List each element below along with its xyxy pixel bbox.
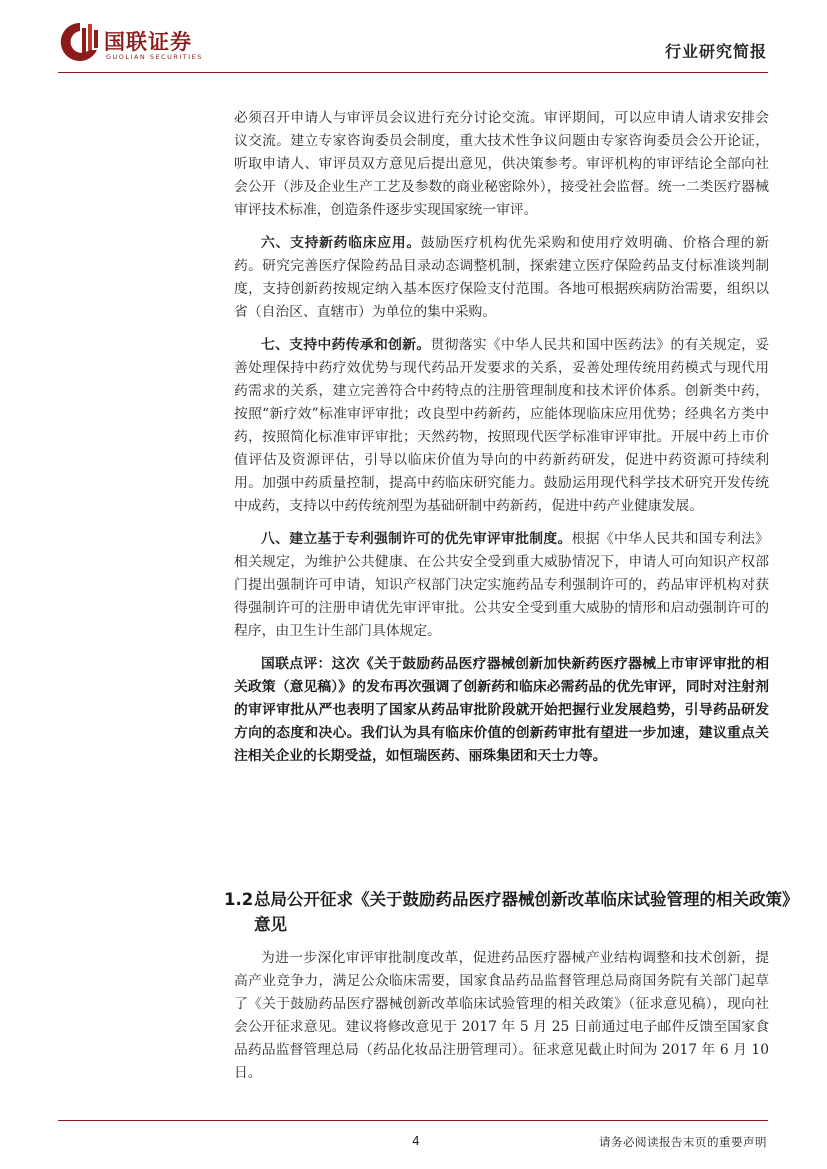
logo-english-name: GUOLIAN SECURITIES xyxy=(106,53,203,61)
section-body xyxy=(234,947,769,1085)
body-text xyxy=(234,107,769,768)
analyst-comment: 国联点评：这次《关于鼓励药品医疗器械创新加快新药医疗器械上市审评审批的相关政策（意见稿）》的发布再次强调了创新药和临床必需药品的优先审评，同时对注射剂的审评审批从严也表明了国家从药品审批阶段就开始把握行业发展趋势，引导药品研发方向的态度和决心。我们认为具有临床价值的创新药审批有望进一步加速，建议重点关注相关企业的长期受益，如恒瑞医药、丽珠集团和天士力等。 xyxy=(234,656,769,764)
section-number: 1.2 xyxy=(224,890,254,909)
section-heading xyxy=(224,887,799,937)
report-type-label: 行业研究简报 xyxy=(664,42,767,61)
paragraph-heading: 八、建立基于专利强制许可的优先审评审批制度。 xyxy=(261,531,572,547)
paragraph-tcm xyxy=(234,334,769,518)
footer-disclaimer: 请务必阅读报告末页的重要声明 xyxy=(599,1135,767,1149)
paragraph-clinical-use xyxy=(234,232,769,324)
paragraph-heading: 七、支持中药传承和创新。 xyxy=(261,337,431,353)
paragraph-consultation: 为进一步深化审评审批制度改革，促进药品医疗器械产业结构调整和技术创新，提高产业竞争力，满足公众临床需要，国家食品药品监督管理总局商国务院有关部门起草了《关于鼓励药品医疗器械创新改革临床试验管理的相关政策》（征求意见稿），现向社会公开征求意见。建议将修改意见于 2017 年 5 月 25 日前通过电子邮件反馈至国家食品药品监督管理总局（药品化妆品注册管理司）。征求意见截止时间为 2017 年 6 月 10 日。 xyxy=(234,950,769,1081)
paragraph-heading: 六、支持新药临床应用。 xyxy=(261,235,421,251)
paragraph-text: 贯彻落实《中华人民共和国中医药法》的有关规定，妥善处理保持中药疗效优势与现代药品开发要求的关系，妥善处理传统用药模式与现代用药需求的关系，建立完善符合中药特点的注册管理制度和技术评价体系。创新类中药，按照“新疗效”标准审评审批；改良型中药新药，应能体现临床应用优势；经典名方类中药，按照简化标准审评审批；天然药物，按照现代医学标准审评审批。开展中药上市价值评估及资源评估，引导以临床价值为导向的中药新药研发，促进中药资源可持续利用。加强中药质量控制，提高中药临床研究能力。鼓励运用现代科学技术研究开发传统中成药，支持以中药传统剂型为基础研制中药新药，促进中药产业健康发展。 xyxy=(234,337,770,514)
guolian-logo-icon xyxy=(60,20,100,64)
paragraph-text: 根据《中华人民共和国专利法》相关规定，为维护公共健康、在公共安全受到重大威胁情况下，申请人可向知识产权部门提出强制许可申请，知识产权部门决定实施药品专利强制许可的，药品审评机构对获得强制许可的注册申请优先审评审批。公共安全受到重大威胁的情形和启动强制许可的程序，由卫生计生部门具体规定。 xyxy=(234,531,769,639)
section-title-text: 总局公开征求《关于鼓励药品医疗器械创新改革临床试验管理的相关政策》意见 xyxy=(254,890,799,934)
paragraph-review-process: 必须召开申请人与审评员会议进行充分讨论交流。审评期间，可以应申请人请求安排会议交流。建立专家咨询委员会制度，重大技术性争议问题由专家咨询委员会公开论证，听取申请人、审评员双方意见后提出意见，供决策参考。审评机构的审评结论全部向社会公开（涉及企业生产工艺及参数的商业秘密除外），接受社会监督。统一二类医疗器械审评技术标准，创造条件逐步实现国家统一审评。 xyxy=(234,110,769,218)
footer-divider xyxy=(58,1120,768,1121)
logo-chinese-name: 国联证券 xyxy=(104,30,192,54)
paragraph-text: 鼓励医疗机构优先采购和使用疗效明确、价格合理的新药。研究完善医疗保险药品目录动态调整机制，探索建立医疗保险药品支付标准谈判制度，支持创新药按规定纳入基本医疗保险支付范围。各地可根据疾病防治需要，组织以省（自治区、直辖市）为单位的集中采购。 xyxy=(234,235,769,320)
paragraph-patent xyxy=(234,528,769,643)
header-divider xyxy=(58,72,768,73)
page-number: 4 xyxy=(412,1134,420,1148)
page-header xyxy=(0,0,827,72)
